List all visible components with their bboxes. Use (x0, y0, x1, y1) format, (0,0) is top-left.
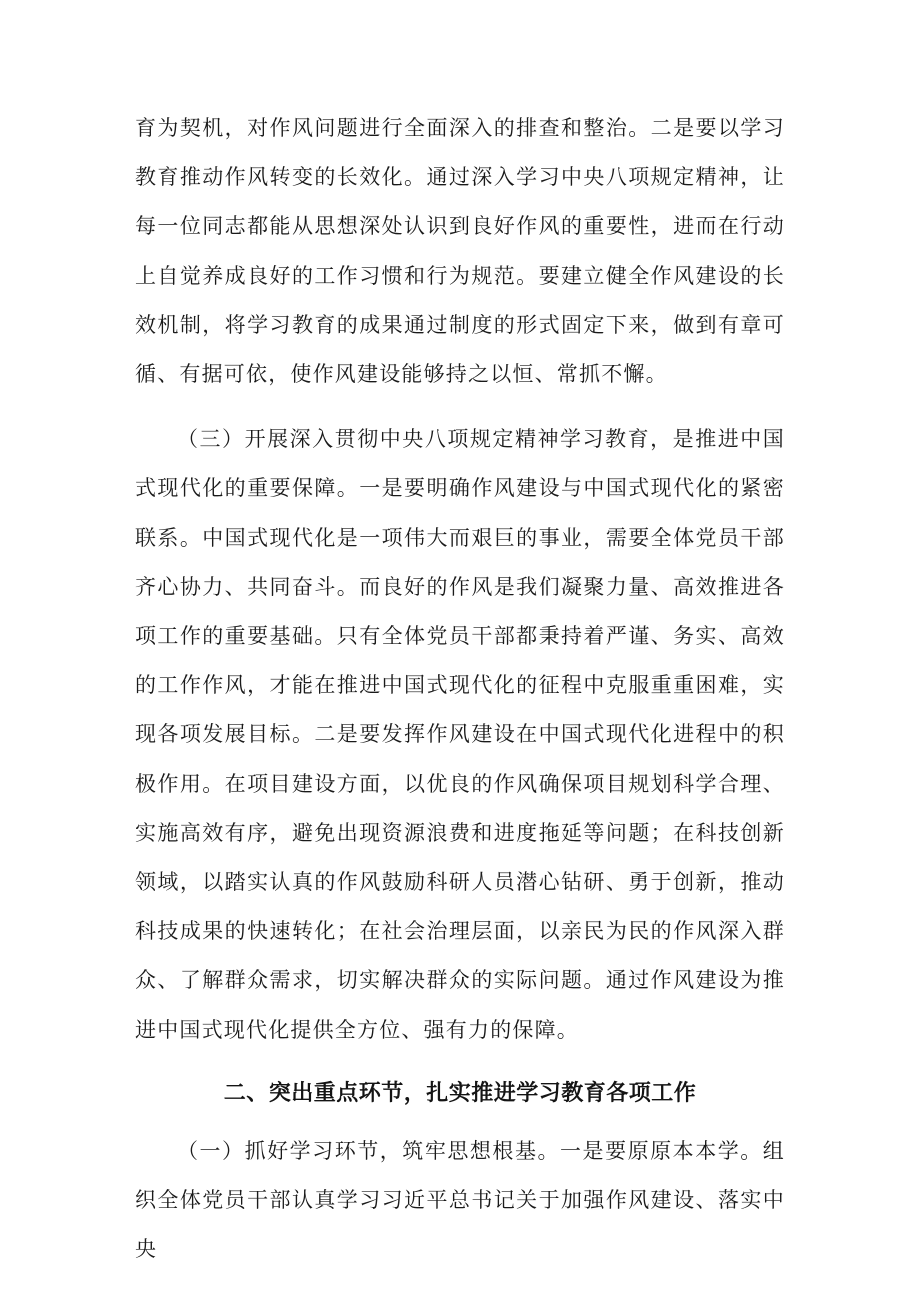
document-body (135, 104, 785, 1274)
paragraph-continuation: 育为契机，对作风问题进行全面深入的排查和整治。二是要以学习教育推动作风转变的长效化。通过深入学习中央八项规定精神，让每一位同志都能从思想深处认识到良好作风的重要性，进而在行动上自觉养成良好的工作习惯和行为规范。要建立健全作风建设的长效机制，将学习教育的成果通过制度的形式固定下来，做到有章可循、有据可依，使作风建设能够持之以恒、常抓不懈。 (135, 116, 785, 387)
section-heading: 二、突出重点环节，扎实推进学习教育各项工作 (223, 1080, 697, 1106)
paragraph-section-one: （一）抓好学习环节，筑牢思想根基。一是要原原本本学。组织全体党员干部认真学习习近平总书记关于加强作风建设、落实中央 (135, 1138, 785, 1262)
paragraph-section-three: （三）开展深入贯彻中央八项规定精神学习教育，是推进中国式现代化的重要保障。一是要明确作风建设与中国式现代化的紧密联系。中国式现代化是一项伟大而艰巨的事业，需要全体党员干部齐心协力、共同奋斗。而良好的作风是我们凝聚力量、高效推进各项工作的重要基础。只有全体党员干部都秉持着严谨、务实、高效的工作作风，才能在推进中国式现代化的征程中克服重重困难，实现各项发展目标。二是要发挥作风建设在中国式现代化进程中的积极作用。在项目建设方面，以优良的作风确保项目规划科学合理、实施高效有序，避免出现资源浪费和进度拖延等问题；在科技创新领域，以踏实认真的作风鼓励科研人员潜心钻研、勇于创新，推动科技成果的快速转化；在社会治理层面，以亲民为民的作风深入群众、了解群众需求，切实解决群众的实际问题。通过作风建设为推进中国式现代化提供全方位、强有力的保障。 (135, 427, 785, 1042)
